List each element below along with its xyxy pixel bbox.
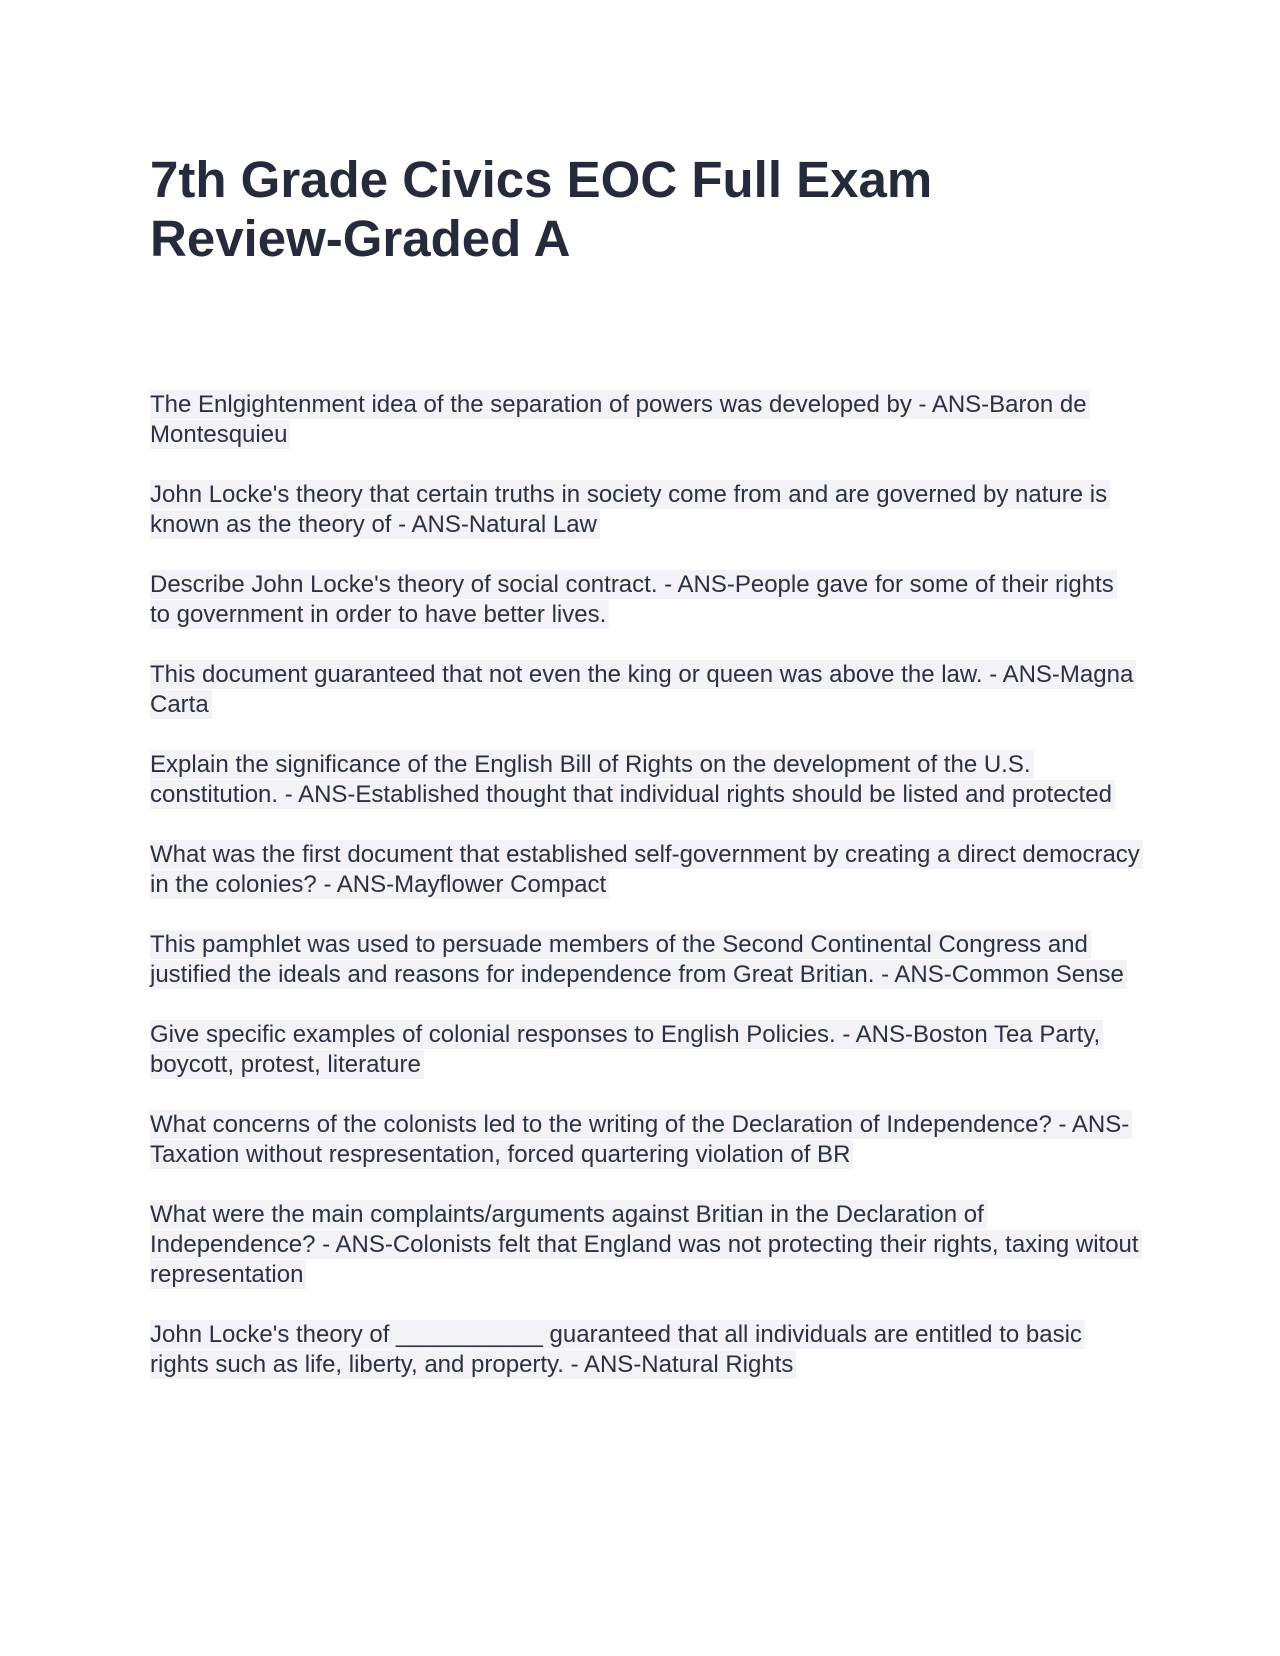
qa-text: Explain the significance of the English Bill of Rights on the development of the U.S. constitution. - ANS-Established thought that individual rights should be listed and protected: [150, 750, 1115, 809]
qa-text: John Locke's theory that certain truths in society come from and are governed by nature is known as the theory of - ANS-Natural Law: [150, 480, 1110, 539]
qa-text: What concerns of the colonists led to the writing of the Declaration of Independence? - ANS-Taxation without respresentation, forced quartering violation of BR: [150, 1110, 1132, 1169]
qa-item: [150, 1200, 1140, 1290]
qa-item: [150, 840, 1140, 900]
qa-item: [150, 480, 1140, 540]
qa-item: [150, 1020, 1140, 1080]
qa-item: [150, 660, 1140, 720]
qa-text: This pamphlet was used to persuade members of the Second Continental Congress and justified the ideals and reasons for independence from Great Britian. - ANS-Common Sense: [150, 930, 1127, 989]
qa-list: [150, 390, 1140, 1410]
qa-item: [150, 390, 1140, 450]
qa-text: What was the first document that established self-government by creating a direct democracy in the colonies? - ANS-Mayflower Compact: [150, 840, 1143, 899]
qa-text: Describe John Locke's theory of social contract. - ANS-People gave for some of their rights to government in order to have better lives.: [150, 570, 1117, 629]
qa-item: [150, 930, 1140, 990]
qa-text: John Locke's theory of ___________ guaranteed that all individuals are entitled to basic rights such as life, liberty, and property. - ANS-Natural Rights: [150, 1320, 1085, 1379]
qa-text: The Enlgightenment idea of the separation of powers was developed by - ANS-Baron de Montesquieu: [150, 390, 1090, 449]
qa-text: What were the main complaints/arguments against Britian in the Declaration of Independence? - ANS-Colonists felt that England was not protecting their rights, taxing witout representation: [150, 1200, 1142, 1289]
qa-item: [150, 750, 1140, 810]
qa-text: This document guaranteed that not even the king or queen was above the law. - ANS-Magna Carta: [150, 660, 1136, 719]
document-title: 7th Grade Civics EOC Full Exam Review-Graded A: [150, 151, 933, 267]
qa-item: [150, 570, 1140, 630]
qa-text: Give specific examples of colonial responses to English Policies. - ANS-Boston Tea Party, boycott, protest, literature: [150, 1020, 1103, 1079]
qa-item: [150, 1320, 1140, 1380]
qa-item: [150, 1110, 1140, 1170]
